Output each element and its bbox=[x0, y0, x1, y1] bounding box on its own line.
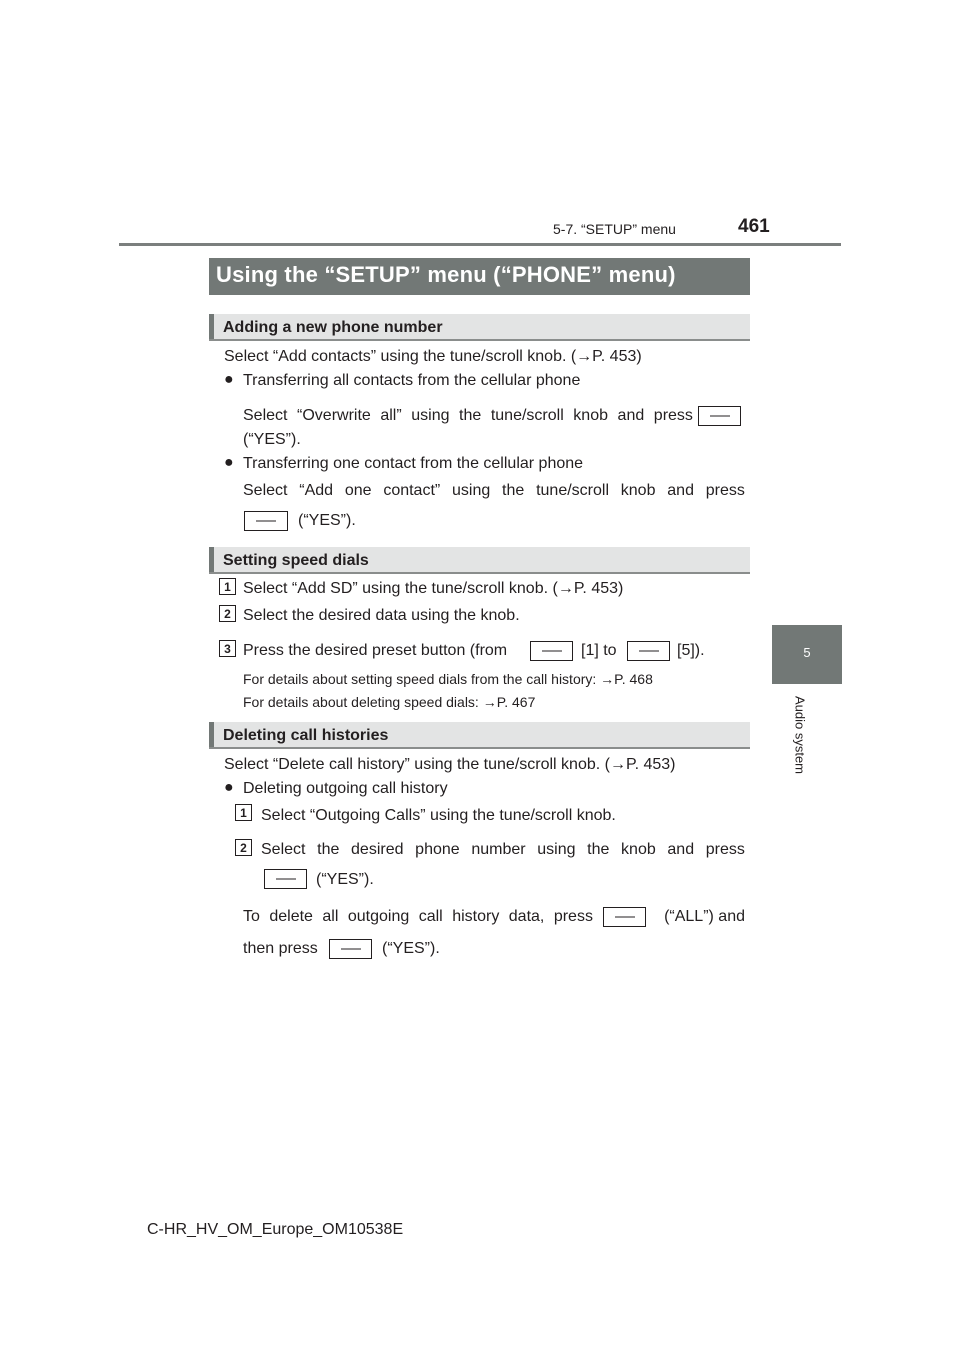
word: the bbox=[587, 841, 610, 858]
word: To bbox=[243, 908, 260, 925]
bullet-symbol: ● bbox=[224, 371, 234, 388]
speed-dial-step3-b: [1] to bbox=[581, 642, 617, 659]
speed-dial-note2: For details about deleting speed dials: →P. 467 bbox=[243, 694, 536, 710]
delete-history-intro: Select “Delete call history” using the tune/scroll knob. (→P. 453) bbox=[224, 756, 676, 773]
delete-all-line1-end: (“ALL”) and bbox=[664, 908, 745, 925]
yes-button-icon bbox=[329, 939, 372, 959]
delete-history-step1: Select “Outgoing Calls” using the tune/scroll knob. bbox=[261, 807, 616, 824]
chapter-title: Audio system bbox=[792, 695, 808, 775]
word: Select bbox=[243, 407, 288, 424]
bullet-symbol: ● bbox=[224, 454, 234, 471]
speed-dial-step1: Select “Add SD” using the tune/scroll knob. (→P. 453) bbox=[243, 580, 624, 597]
word: press bbox=[553, 908, 593, 925]
yes-button-icon bbox=[698, 406, 741, 426]
word: and bbox=[617, 407, 645, 424]
word: press bbox=[705, 482, 745, 499]
step-number: 2 bbox=[219, 605, 236, 622]
preset-button-icon bbox=[627, 641, 670, 661]
all-button-icon bbox=[603, 907, 646, 927]
delete-all-line2-a: then press bbox=[243, 940, 318, 957]
word: knob bbox=[620, 482, 656, 499]
word: number bbox=[471, 841, 526, 858]
chapter-number: 5 bbox=[803, 645, 811, 660]
add-phone-bullet2-line1 bbox=[243, 482, 745, 500]
word: all” bbox=[380, 407, 402, 424]
footer-doc-id: C-HR_HV_OM_Europe_OM10538E bbox=[147, 1221, 404, 1238]
word: press bbox=[705, 841, 745, 858]
speed-dial-step2: Select the desired data using the knob. bbox=[243, 607, 520, 624]
delete-all-line2-b: (“YES”). bbox=[382, 940, 440, 957]
word: “Overwrite bbox=[297, 407, 371, 424]
chapter-tab bbox=[772, 625, 842, 684]
delete-history-bullet1: Deleting outgoing call history bbox=[243, 780, 448, 797]
word: desired bbox=[351, 841, 404, 858]
add-phone-bullet1: Transferring all contacts from the cellular phone bbox=[243, 372, 581, 389]
word: all bbox=[322, 908, 339, 925]
add-phone-intro: Select “Add contacts” using the tune/scroll knob. (→P. 453) bbox=[224, 348, 642, 365]
heading-delete-history-text: Deleting call histories bbox=[223, 727, 389, 744]
word: the bbox=[459, 407, 482, 424]
step-number: 3 bbox=[219, 640, 236, 657]
word: the bbox=[502, 482, 525, 499]
step-number: 1 bbox=[235, 804, 252, 821]
word: Select bbox=[243, 482, 288, 499]
heading-delete-history bbox=[209, 722, 750, 749]
speed-dial-step3-a: Press the desired preset button (from bbox=[243, 642, 508, 659]
heading-speed-dials-text: Setting speed dials bbox=[223, 552, 369, 569]
word: and bbox=[667, 482, 694, 499]
word: data, bbox=[508, 908, 545, 925]
bullet-symbol: ● bbox=[224, 779, 234, 796]
heading-add-phone-text: Adding a new phone number bbox=[223, 319, 443, 336]
word: and bbox=[667, 841, 695, 858]
word: outgoing bbox=[347, 908, 410, 925]
word: press bbox=[653, 407, 693, 424]
word: contact” bbox=[383, 482, 441, 499]
add-phone-bullet2: Transferring one contact from the cellular phone bbox=[243, 455, 584, 472]
step-number: 2 bbox=[235, 839, 252, 856]
add-phone-bullet1-line1 bbox=[243, 407, 693, 425]
word: delete bbox=[269, 908, 313, 925]
heading-speed-dials bbox=[209, 547, 750, 574]
word: using bbox=[452, 482, 491, 499]
add-phone-bullet1-line2: (“YES”). bbox=[243, 431, 301, 448]
header-rule bbox=[119, 243, 841, 246]
word: call bbox=[418, 908, 443, 925]
word: one bbox=[344, 482, 372, 499]
page-number: 461 bbox=[738, 216, 770, 237]
section-header: 5-7. “SETUP” menu bbox=[553, 221, 676, 237]
yes-button-icon bbox=[244, 511, 288, 531]
speed-dial-note1: For details about setting speed dials from the call history: →P. 468 bbox=[243, 671, 653, 687]
delete-history-step2-line1 bbox=[261, 841, 745, 859]
page-title: Using the “SETUP” menu (“PHONE” menu) bbox=[209, 258, 750, 295]
heading-add-phone bbox=[209, 314, 750, 341]
delete-all-line1 bbox=[243, 908, 593, 926]
word: using bbox=[411, 407, 450, 424]
word: the bbox=[317, 841, 340, 858]
word: history bbox=[452, 908, 500, 925]
step-number: 1 bbox=[219, 578, 236, 595]
word: tune/scroll bbox=[536, 482, 609, 499]
word: “Add bbox=[299, 482, 334, 499]
speed-dial-step3-c: [5]). bbox=[677, 642, 705, 659]
word: knob bbox=[621, 841, 656, 858]
delete-history-step2-line2: (“YES”). bbox=[316, 871, 374, 888]
yes-button-icon bbox=[264, 869, 307, 889]
word: using bbox=[537, 841, 576, 858]
word: tune/scroll bbox=[490, 407, 564, 424]
word: Select bbox=[261, 841, 306, 858]
word: knob bbox=[573, 407, 608, 424]
add-phone-bullet2-line2: (“YES”). bbox=[298, 512, 356, 529]
word: phone bbox=[415, 841, 460, 858]
preset-button-icon bbox=[530, 641, 573, 661]
